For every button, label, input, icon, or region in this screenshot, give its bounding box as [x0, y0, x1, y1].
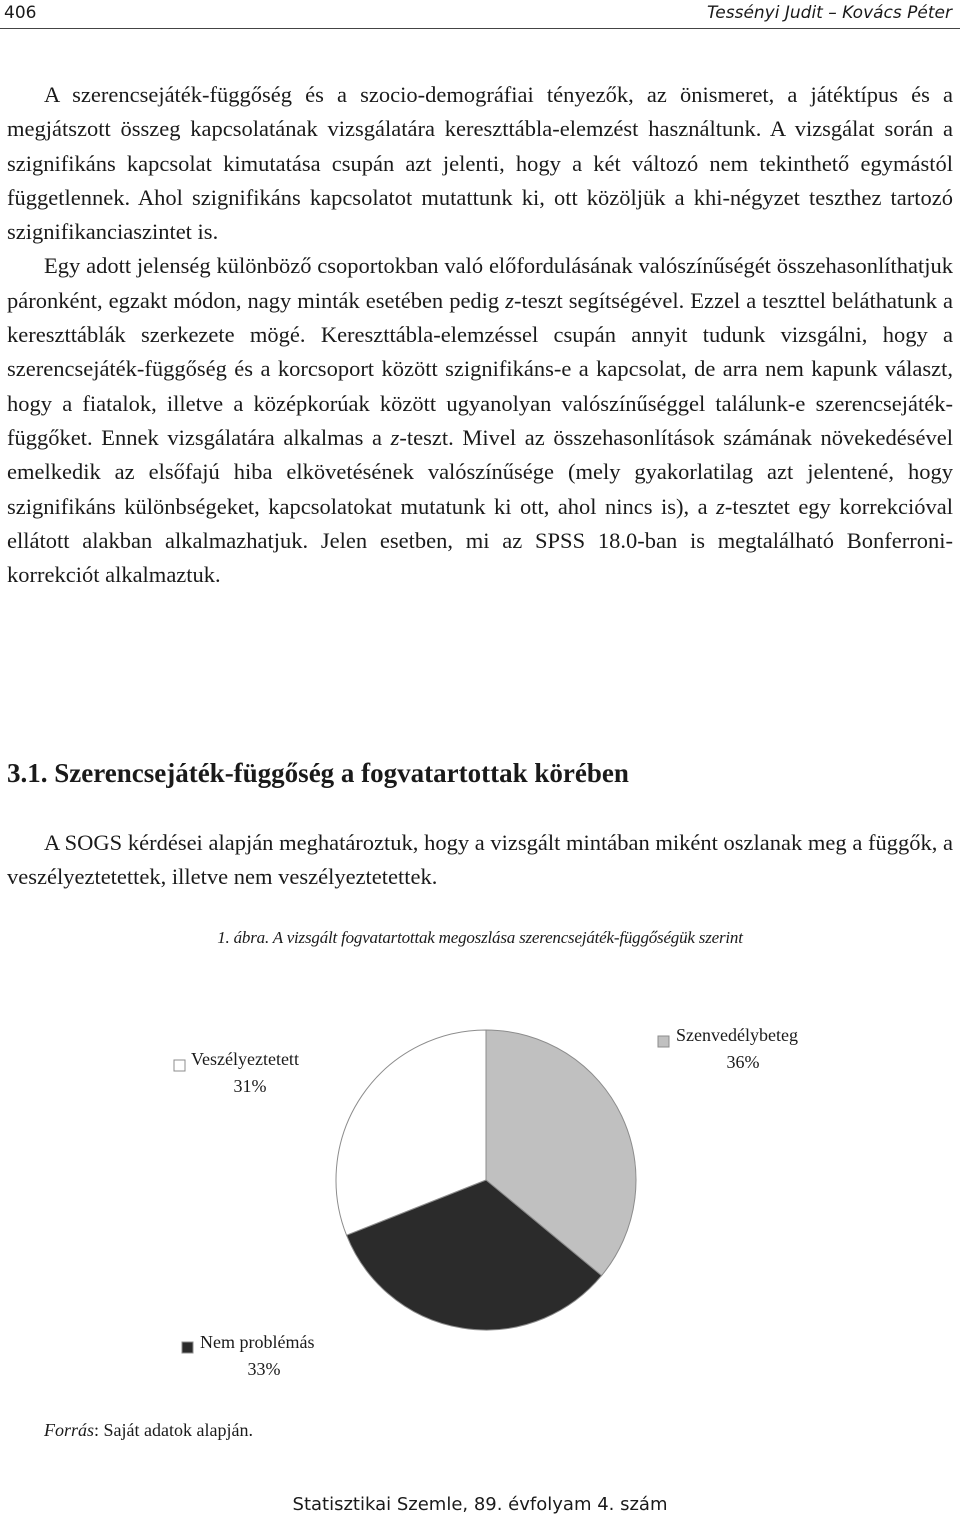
source-text: : Saját adatok alapján. [94, 1420, 253, 1440]
source-note [44, 1420, 253, 1441]
slice-value-szenvedelybeteg: 36% [726, 1052, 760, 1072]
slice-value-nem-problemas: 33% [247, 1359, 281, 1379]
running-head [0, 0, 960, 30]
source-label: Forrás [44, 1420, 95, 1440]
pie-chart [0, 960, 960, 1410]
paragraph-z-test [7, 249, 953, 592]
paragraph-z-test-part4: -tesztet egy korrekcióval ellátott alakban alkalmazhatjuk. Jelen esetben, mi az SPSS 18.0-ban is megtalálható Bonferroni-korrekciót alkalmaztuk. [7, 493, 953, 588]
running-head-authors: Tessényi Judit – Kovács Péter [706, 3, 952, 23]
z-symbol: z [716, 493, 725, 519]
slice-value-veszelyeztetett: 31% [233, 1076, 267, 1096]
z-symbol: z [390, 424, 400, 450]
paragraph-z-test-part3: -teszt. Mivel az összehasonlítások számának növekedésével emelkedik az elsőfajú hiba elkövetésének valószínűsége (mely gyakorlatilag azt jelentené, hogy szignifikáns különbségeket, kapcsolatokat mutatunk ki ott, ahol nincs is), a [7, 424, 953, 519]
page-number: 406 [4, 3, 37, 23]
running-foot: Statisztikai Szemle, 89. évfolyam 4. szám [292, 1494, 668, 1515]
slice-label-nem-problemas: Nem problémás [200, 1332, 315, 1352]
pie-slices [336, 1030, 636, 1330]
legend-swatch-nem-problemas [182, 1342, 193, 1353]
paragraph-z-test-part1: Egy adott jelenség különböző csoportokban való előfordulásának valószínűségét összehasonlíthatjuk páronként, egzakt módon, nagy minták esetében pedig [7, 253, 953, 313]
paragraph-crosstab: A szerencsejáték-függőség és a szocio-demográfiai tényezők, az önismeret, a játéktípus és a megjátszott összeg kapcsolatának vizsgálatára kereszttábla-elemzést használtunk. A vizsgálat során a szignifikáns kapcsolat kimutatása csupán azt jelenti, hogy a két változó nem tekinthető egymástól függetlennek. Ahol szignifikáns kapcsolatot mutattunk ki, ott közöljük a khi-négyzet teszthez tartozó szignifikanciaszintet is. [7, 82, 953, 245]
paragraph-z-test-part2: -teszt segítségével. Ezzel a teszttel beláthatunk a kereszttáblák szerkezete mögé. Kereszttábla-elemzéssel csupán annyit tudunk vizsgálni, hogy a szerencsejáték-függőség és a korcsoport között szignifikáns-e a kapcsolat, de arra nem kapunk választ, hogy a fiatalok, illetve a középkorúak között ugyanolyan valószínűséggel találunk-e szerencsejáték-függőket. Ennek vizsgálatára alkalmas a [7, 287, 953, 450]
figure-caption [0, 928, 960, 948]
paragraph-sogs: A SOGS kérdései alapján meghatároztuk, hogy a vizsgált mintában miként oszlanak meg a függők, a veszélyeztetettek, illetve nem veszélyeztetettek. [7, 830, 953, 890]
figure-title: A vizsgált fogvatartottak megoszlása szerencsejáték-függőségük szerint [272, 928, 743, 947]
legend-swatch-szenvedelybeteg [658, 1036, 669, 1047]
legend-swatch-veszelyeztetett [174, 1060, 185, 1071]
section-heading: 3.1. Szerencsejáték-függőség a fogvatartottak körében [7, 758, 629, 788]
body-text-section [7, 826, 953, 895]
header-rule [0, 28, 960, 29]
slice-label-veszelyeztetett: Veszélyeztetett [191, 1049, 299, 1069]
figure-number: 1. ábra. [217, 928, 270, 947]
body-text-intro [7, 78, 953, 592]
z-symbol: z [505, 287, 514, 313]
slice-label-szenvedelybeteg: Szenvedélybeteg [676, 1025, 798, 1045]
